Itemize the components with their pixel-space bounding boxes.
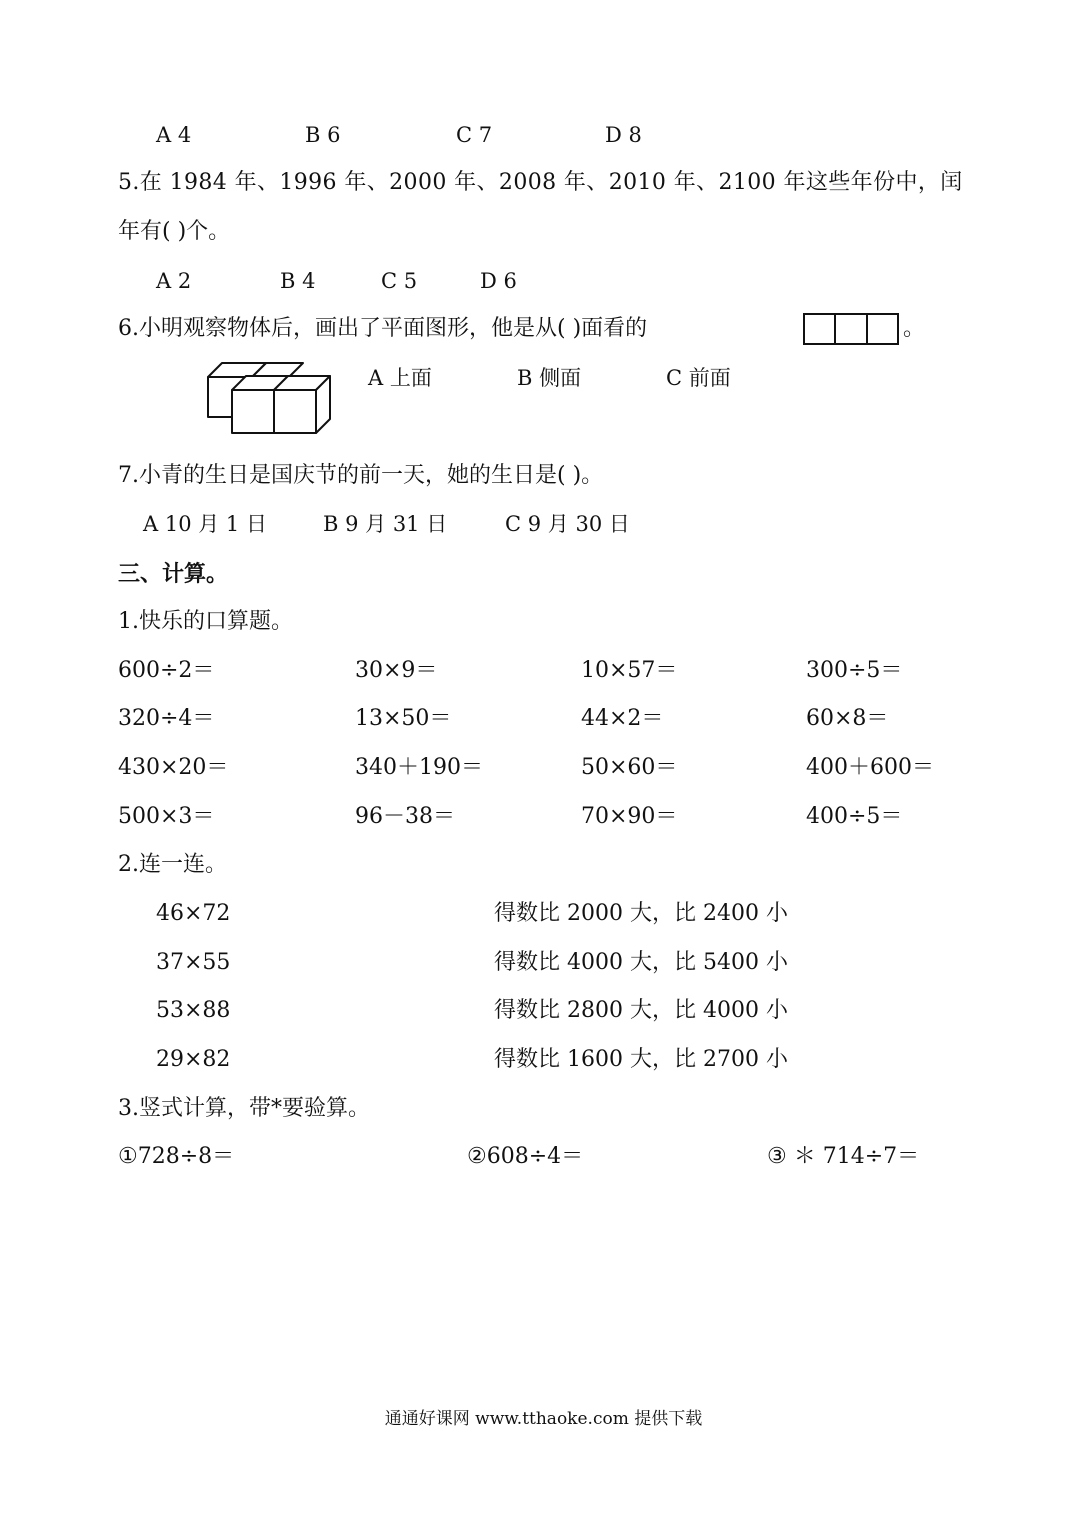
part-3-title: 3.竖式计算，带*要验算。 xyxy=(118,1096,370,1121)
cube-stack-figure xyxy=(205,360,335,438)
q5-option-a: A 2 xyxy=(156,269,192,293)
q4-option-a: A 4 xyxy=(156,123,192,147)
mental-math-item: 400＋600＝ xyxy=(806,755,934,780)
q4-option-b: B 6 xyxy=(305,123,341,147)
q5-text-line1: 5.在 1984 年、1996 年、2000 年、2008 年、2010 年、2100 年这些年份中，闰 xyxy=(118,170,963,195)
match-left-item: 46×72 xyxy=(156,901,231,926)
vertical-calc-item: ②608÷4＝ xyxy=(467,1144,584,1169)
match-right-item: 得数比 1600 大，比 2700 小 xyxy=(494,1047,788,1072)
section-3-title: 三、计算。 xyxy=(118,561,229,587)
mental-math-item: 320÷4＝ xyxy=(118,706,215,731)
mental-math-item: 70×90＝ xyxy=(581,804,678,829)
mental-math-item: 500×3＝ xyxy=(118,804,215,829)
mental-math-item: 10×57＝ xyxy=(581,658,678,683)
vertical-calc-item: ①728÷8＝ xyxy=(118,1144,235,1169)
mental-math-item: 430×20＝ xyxy=(118,755,229,780)
q7-option-a: A 10 月 1 日 xyxy=(143,512,267,536)
match-left-item: 29×82 xyxy=(156,1047,231,1072)
mental-math-item: 400÷5＝ xyxy=(806,804,903,829)
mental-math-item: 340＋190＝ xyxy=(355,755,483,780)
mental-math-item: 300÷5＝ xyxy=(806,658,903,683)
q4-option-d: D 8 xyxy=(605,123,642,147)
q6-option-b: B 侧面 xyxy=(517,366,582,390)
mental-math-item: 600÷2＝ xyxy=(118,658,215,683)
mental-math-item: 44×2＝ xyxy=(581,706,664,731)
match-right-item: 得数比 2000 大，比 2400 小 xyxy=(494,901,788,926)
match-left-item: 37×55 xyxy=(156,950,231,975)
q6-text: 6.小明观察物体后，画出了平面图形，他是从( )面看的 xyxy=(118,316,648,341)
page-footer: 通通好课网 www.tthaoke.com 提供下载 xyxy=(384,1409,703,1429)
mental-math-item: 50×60＝ xyxy=(581,755,678,780)
q7-option-b: B 9 月 31 日 xyxy=(323,512,448,536)
three-squares-figure xyxy=(803,313,899,345)
part-1-title: 1.快乐的口算题。 xyxy=(118,609,293,634)
mental-math-item: 13×50＝ xyxy=(355,706,452,731)
q5-text-line2: 年有( )个。 xyxy=(118,219,231,244)
q7-text: 7.小青的生日是国庆节的前一天，她的生日是( )。 xyxy=(118,463,604,488)
match-left-item: 53×88 xyxy=(156,998,231,1023)
mental-math-item: 30×9＝ xyxy=(355,658,438,683)
q5-option-c: C 5 xyxy=(381,269,418,293)
mental-math-item: 60×8＝ xyxy=(806,706,889,731)
q6-option-c: C 前面 xyxy=(666,366,731,390)
mental-math-item: 96－38＝ xyxy=(355,804,455,829)
vertical-calc-item: ③ ＊ 714÷7＝ xyxy=(767,1144,920,1169)
q6-option-a: A 上面 xyxy=(368,366,432,390)
q4-option-c: C 7 xyxy=(456,123,493,147)
q7-option-c: C 9 月 30 日 xyxy=(505,512,630,536)
part-2-title: 2.连一连。 xyxy=(118,852,227,877)
q5-option-b: B 4 xyxy=(280,269,316,293)
match-right-item: 得数比 4000 大，比 5400 小 xyxy=(494,950,788,975)
q6-text-tail: 。 xyxy=(903,316,926,341)
q5-option-d: D 6 xyxy=(480,269,517,293)
match-right-item: 得数比 2800 大，比 4000 小 xyxy=(494,998,788,1023)
